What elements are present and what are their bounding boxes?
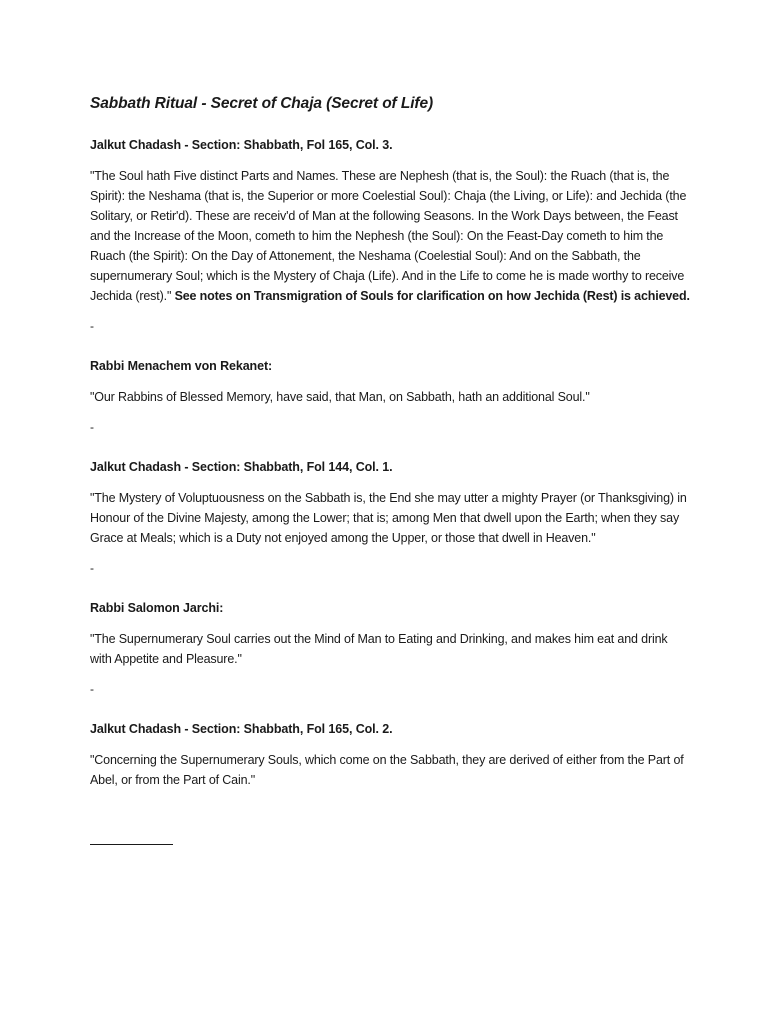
- section-heading: Rabbi Menachem von Rekanet:: [90, 359, 273, 373]
- section-3: [90, 457, 690, 576]
- section-heading: Rabbi Salomon Jarchi:: [90, 601, 224, 615]
- transmigration-note: See notes on Transmigration of Souls for clarification on how Jechida (Rest) is achieved.: [174, 289, 690, 303]
- section-2: [90, 356, 690, 435]
- separator-dash: -: [90, 561, 94, 575]
- section-heading: Jalkut Chadash - Section: Shabbath, Fol 144, Col. 1.: [90, 460, 393, 474]
- separator-dash: -: [90, 682, 94, 696]
- document-title: Sabbath Ritual - Secret of Chaja (Secret of Life): [90, 95, 434, 112]
- section-4: [90, 598, 690, 697]
- document-page: [90, 93, 690, 845]
- footnote-rule: [90, 832, 173, 845]
- section-body: "Concerning the Supernumerary Souls, which come on the Sabbath, they are derived of either from the Part of Abel, or from the Part of Cain.": [90, 753, 684, 787]
- section-heading: Jalkut Chadash - Section: Shabbath, Fol 165, Col. 2.: [90, 722, 393, 736]
- section-body: "The Supernumerary Soul carries out the Mind of Man to Eating and Drinking, and makes him eat and drink with Appetite and Pleasure.": [90, 632, 668, 666]
- section-body: [90, 166, 690, 306]
- section-1: [90, 135, 690, 334]
- section-body: "The Mystery of Voluptuousness on the Sabbath is, the End she may utter a mighty Prayer (or Thanksgiving) in Honour of the Divine Majesty, among the Lower; that is; among Men that dwell upon the Earth; when they say Grace at Meals; which is a Duty not enjoyed among the Upper, or those that dwell in Heaven.": [90, 491, 687, 545]
- section-5: [90, 719, 690, 790]
- section-heading: Jalkut Chadash - Section: Shabbath, Fol 165, Col. 3.: [90, 138, 393, 152]
- separator-dash: -: [90, 420, 94, 434]
- separator-dash: -: [90, 319, 94, 333]
- quote-text: "The Soul hath Five distinct Parts and Names. These are Nephesh (that is, the Soul): the Ruach (that is, the Spirit): the Neshama (that is, the Superior or more Coelestial Soul): Chaja (the Living, or Life): and Jechida (the Solitary, or Retir'd). These are receiv'd of Man at the following Seasons. In the Work Days between, the Feast and the Increase of the Moon, cometh to him the Nephesh (the Soul): On the Feast-Day cometh to him the Ruach (the Spirit): On the Day of Attonement, the Neshama (Coelestial Soul): And on the Sabbath, the supernumerary Soul; which is the Mystery of Chaja (Life). And in the Life to come he is made worthy to receive Jechida (rest).": [90, 169, 687, 303]
- section-body: "Our Rabbins of Blessed Memory, have said, that Man, on Sabbath, hath an additional Soul.": [90, 390, 590, 404]
